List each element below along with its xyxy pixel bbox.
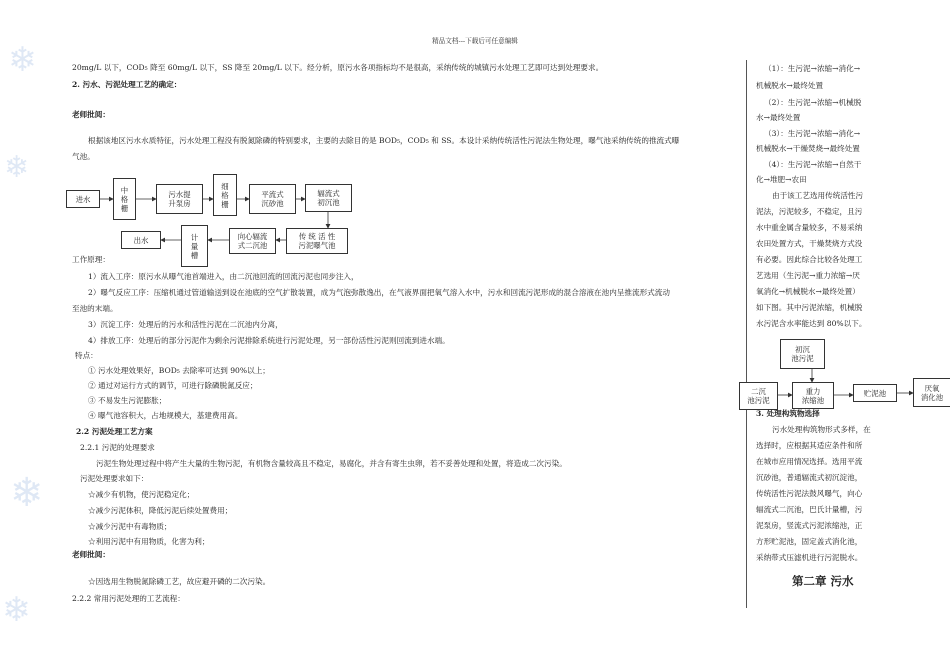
section-heading: 3. 处理构筑物选择 — [756, 409, 820, 418]
text-line: （2）：生污泥→浓缩→机械脱 — [764, 98, 862, 107]
paragraph-line: 水污泥含水率能达到 80%以下。 — [756, 319, 867, 328]
subsection-heading: 2.2.1 污泥的处理要求 — [80, 443, 155, 452]
section-heading: 2. 污水、污泥处理工艺的确定： — [72, 80, 182, 89]
list-item: 3）沉淀工序：处理后的污水和活性污泥在二沉池内分离， — [88, 320, 283, 329]
paragraph-line: 如下图。其中污泥浓缩，机械脱 — [756, 303, 863, 312]
list-item: ③ 不易发生污泥膨胀； — [88, 396, 167, 405]
paragraph-line: 泥泵房，竖流式污泥浓缩池，正 — [756, 521, 863, 530]
flow-node-medium-screen: 中 格 栅 — [113, 178, 136, 220]
flow-node-fine-screen: 细 格 栅 — [213, 174, 237, 216]
flow-node-gravity-thickener: 重力 浓缩池 — [792, 382, 834, 409]
list-item: ④ 曝气池容积大，占地规模大，基建费用高。 — [88, 411, 243, 420]
teacher-review-label: 老师批阅： — [72, 110, 110, 119]
flow-node-metering-tank: 计 量 槽 — [181, 225, 208, 267]
list-item: 至池的末端。 — [72, 304, 118, 313]
subsection-heading: 2.2.2 常用污泥处理的工艺流程： — [72, 594, 185, 603]
flow-node-pump-house: 污水提 升泵房 — [156, 184, 203, 214]
list-item: ☆减少有机物，使污泥稳定化； — [88, 490, 195, 499]
paragraph-line: 采纳带式压滤机进行污泥脱水。 — [756, 553, 863, 562]
paragraph-line: 在城市应用情况选择。选用平流 — [756, 457, 863, 466]
list-item: 4）排放工序：处理后的部分污泥作为剩余污泥排除系统进行污泥处理，另一部份活性污泥则回流到进水端。 — [88, 336, 450, 345]
chapter-title: 第二章 污水 — [792, 574, 854, 588]
flow-node-primary-clarifier: 辐流式 初沉池 — [305, 184, 352, 212]
text-line: 机械脱水→最终处置 — [756, 81, 824, 90]
section-heading: 2.2 污泥处理工艺方案 — [76, 427, 153, 436]
list-item: ① 污水处理效果好，BOD₅ 去除率可达到 90%以上； — [88, 366, 270, 375]
list-item: ☆利用污泥中有用物质，化害为利； — [88, 537, 210, 546]
list-item: ☆减少污泥中有毒物质； — [88, 522, 172, 531]
text-line: 水→最终处置 — [756, 113, 801, 122]
paragraph-line: 污泥生物处理过程中将产生大量的生物污泥，有机物含量较高且不稳定，易腐化，并含有寄生虫卵，若不妥善处理和处置，将造成二次污染。 — [96, 459, 567, 468]
paragraph-line: 氧消化→机械脱水→最终处置） — [756, 287, 860, 296]
teacher-review-label: 老师批阅： — [72, 550, 110, 559]
paragraph-line: 污水处理构筑物形式多样，在 — [772, 425, 871, 434]
flow-node-anaerobic-digester: 厌氧 消化池 — [913, 378, 950, 407]
paragraph-line: 辐流式二沉池，巴氏计量槽，污 — [756, 505, 863, 514]
list-item: ☆减少污泥体积，降低污泥后续处置费用； — [88, 506, 233, 515]
paragraph-line: 艺选用（生污泥→重力浓缩→厌 — [756, 271, 860, 280]
text-line: 化→堆肥→农田 — [756, 175, 807, 184]
text-line: （4）：生污泥→浓缩→自然干 — [764, 160, 862, 169]
flow-node-secondary-clarifier: 向心辐流 式二沉池 — [229, 228, 276, 254]
snowflake-decoration: ❄ — [2, 590, 31, 630]
text-line: 工作原理： — [72, 255, 110, 264]
text-line: 特点： — [75, 351, 98, 360]
list-item: 2）曝气反应工序：压缩机通过管道输送到设在池底的空气扩散装置，成为气泡弥散逸出，在气液界面把氧气溶入水中，污水和回流污泥形成的混合溶液在池内呈推流形式流动 — [88, 288, 670, 297]
flow-node-secondary-sludge: 二沉 池污泥 — [739, 382, 778, 410]
list-item: ② 通过对运行方式的调节，可进行除磷脱氮反应； — [88, 381, 258, 390]
flow-node-inflow: 进水 — [66, 190, 100, 208]
text-line: （3）：生污泥→浓缩→消化→ — [764, 129, 861, 138]
snowflake-decoration: ❄ — [10, 470, 44, 516]
flow-node-outflow: 出水 — [121, 231, 161, 249]
paragraph-line: 传统活性污泥法鼓风曝气，向心 — [756, 489, 863, 498]
paragraph-line: 水中重金属含量较多，不易采纳 — [756, 223, 863, 232]
list-item: 1）流入工序：原污水从曝气池首端进入，由二沉池回流的回流污泥也同步注入， — [88, 272, 359, 281]
snowflake-decoration: ❄ — [4, 150, 30, 185]
flow-node-sludge-storage: 贮泥池 — [853, 384, 897, 402]
paragraph-line: 气池。 — [72, 152, 95, 161]
flow-node-aeration-tank: 传 统 活 性 污泥曝气池 — [286, 228, 348, 254]
snowflake-decoration: ❄ — [8, 40, 37, 80]
text-line: 污泥处理要求如下： — [80, 474, 149, 483]
paragraph-line: 农田处置方式，干燥焚烧方式没 — [756, 239, 863, 248]
text-line: 机械脱水→干燥焚烧→最终处置 — [756, 144, 860, 153]
text-line: （1）：生污泥→浓缩→消化→ — [764, 64, 861, 73]
paragraph-line: 方形贮泥池，固定盖式消化池， — [756, 537, 863, 546]
paragraph-line: 由于该工艺选用传统活性污 — [772, 191, 864, 200]
flow-node-grit-chamber: 平流式 沉砂池 — [249, 184, 296, 214]
text-line: 20mg/L 以下，COD₅ 降至 60mg/L 以下，SS 降至 20mg/L 以下。经分析，原污水各项指标均不是很高，采纳传统的城镇污水处理工艺即可达到处理要求。 — [72, 63, 604, 72]
paragraph-line: 泥法，污泥较多，不稳定，且污 — [756, 207, 863, 216]
paragraph-line: 根据该地区污水水质特征，污水处理工程没有脱氮除磷的特别要求，主要的去除目的是 BOD₅，COD₅ 和 SS。本设计采纳传统活性污泥法生物处理，曝气池采纳传统的推流式曝 — [88, 136, 680, 145]
list-item: ☆因选用生物脱氮除磷工艺，故应避开磷的二次污染。 — [88, 577, 271, 586]
page-header: 精品文档---下载后可任意编辑 — [432, 37, 518, 45]
flow-node-primary-sludge: 初沉 池污泥 — [780, 339, 825, 369]
paragraph-line: 有必要。因此综合比较各处理工 — [756, 255, 863, 264]
paragraph-line: 沉砂池，普通辐流式初沉淀池， — [756, 473, 863, 482]
paragraph-line: 选择时，应根据其适应条件和所 — [756, 441, 863, 450]
